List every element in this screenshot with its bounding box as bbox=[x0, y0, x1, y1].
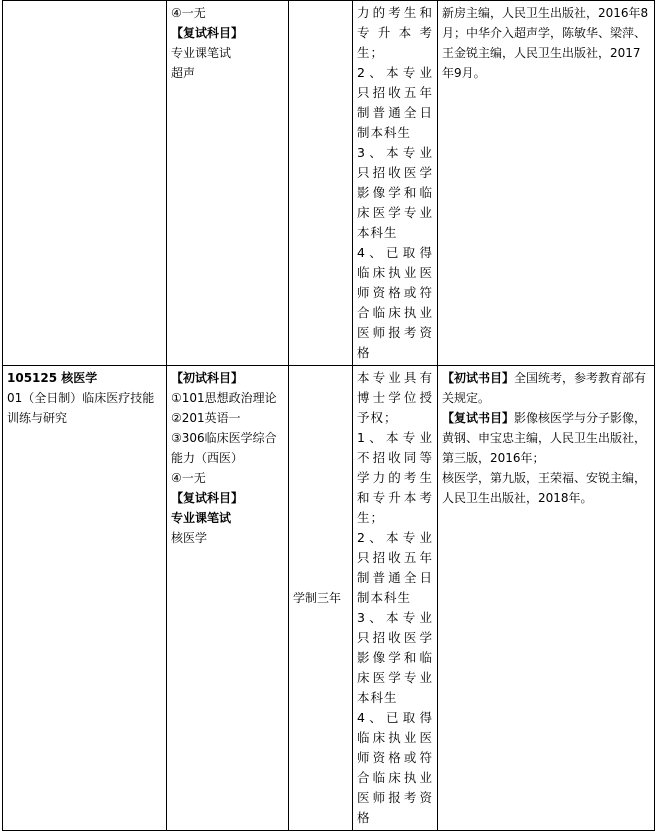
requirement-item: 4、已取得临床执业医师资格或符合临床执业医师报考资格 bbox=[357, 710, 433, 825]
table-row bbox=[3, 1, 655, 366]
reference-text: 【初试书目】全国统考，参考教育部有关规定。 bbox=[442, 371, 647, 405]
duration-cell bbox=[289, 366, 353, 831]
requirement-item: 2、本专业只招收五年制普通全日制本科生 bbox=[357, 65, 433, 140]
reference-books-cell bbox=[438, 1, 655, 366]
exam-line: ①101思想政治理论 bbox=[171, 391, 277, 405]
requirements-cell bbox=[353, 1, 438, 366]
research-direction: 01（全日制）临床医疗技能训练与研究 bbox=[7, 391, 155, 425]
initial-subjects-heading: 【初试科目】 bbox=[171, 371, 244, 385]
reference-text: 新房主编，人民卫生出版社，2016年8月；中华介入超声学，陈敏华、梁萍、王金锐主编，人民卫生出版社，2017年9月。 bbox=[442, 6, 649, 80]
exam-line: 专业课笔试 bbox=[171, 511, 232, 525]
duration-text: 学制三年 bbox=[293, 591, 342, 605]
exam-line: 超声 bbox=[171, 66, 196, 80]
requirement-item: 本专业具有博士学位授予权； bbox=[357, 370, 433, 425]
requirement-item: 2、本专业只招收五年制普通全日制本科生 bbox=[357, 530, 433, 605]
requirement-item: 3、本专业只招收医学影像学和临床医学专业本科生 bbox=[357, 610, 433, 705]
duration-cell bbox=[289, 1, 353, 366]
major-title: 105125 核医学 bbox=[7, 371, 98, 385]
retest-subjects-heading: 【复试科目】 bbox=[171, 26, 244, 40]
retest-subjects-heading: 【复试科目】 bbox=[171, 491, 244, 505]
exam-line: ③306临床医学综合能力（西医） bbox=[171, 431, 277, 465]
exam-line: 核医学 bbox=[171, 531, 208, 545]
requirements-cell bbox=[353, 366, 438, 831]
exam-line: ②201英语一 bbox=[171, 411, 241, 425]
reference-text: 【复试书目】影像核医学与分子影像，黄钢、申宝忠主编，人民卫生出版社，第三版，2016年； bbox=[442, 411, 647, 465]
major-cell bbox=[3, 366, 167, 831]
requirement-item: 力的考生和专升本考生； bbox=[357, 5, 433, 60]
reference-heading: 【复试书目】 bbox=[442, 411, 515, 425]
reference-books-cell bbox=[438, 366, 655, 831]
admission-table bbox=[2, 0, 655, 831]
exam-line: ④一无 bbox=[171, 6, 206, 20]
exam-line: ④一无 bbox=[171, 471, 206, 485]
requirement-item: 1、本专业不招收同等学力的考生和专升本考生； bbox=[357, 430, 433, 525]
requirement-item: 3、本专业只招收医学影像学和临床医学专业本科生 bbox=[357, 145, 433, 240]
major-cell bbox=[3, 1, 167, 366]
table-row bbox=[3, 366, 655, 831]
exam-subjects-cell bbox=[167, 1, 289, 366]
requirement-item: 4、已取得临床执业医师资格或符合临床执业医师报考资格 bbox=[357, 245, 433, 360]
reference-heading: 【初试书目】 bbox=[442, 371, 515, 385]
exam-subjects-cell bbox=[167, 366, 289, 831]
reference-text: 核医学，第九版，王荣福、安锐主编，人民卫生出版社，2018年。 bbox=[442, 471, 647, 505]
exam-line: 专业课笔试 bbox=[171, 46, 232, 60]
